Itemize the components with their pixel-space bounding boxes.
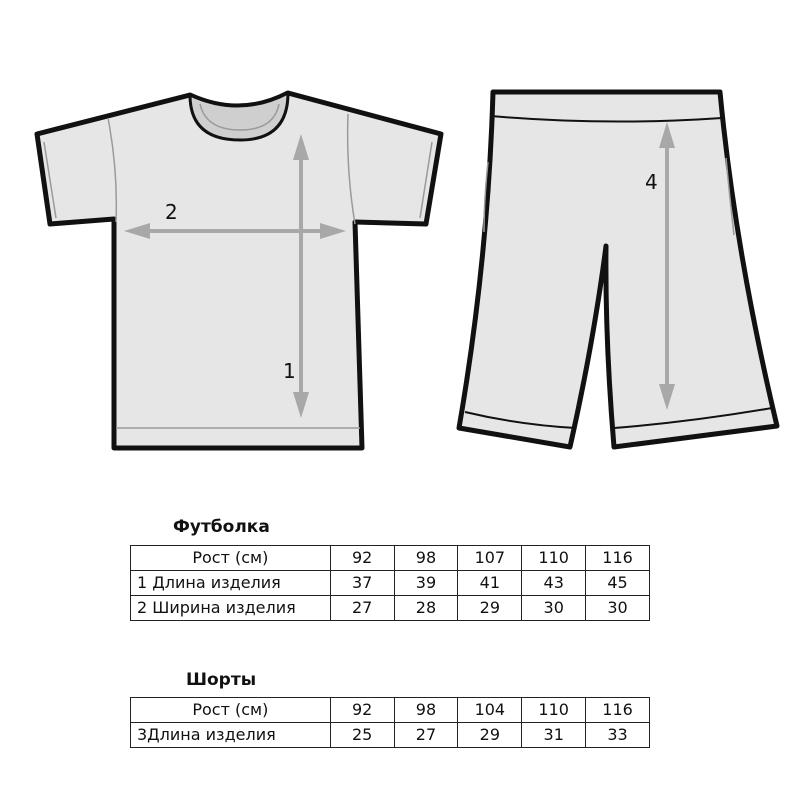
label-measure-4: 4 (645, 170, 658, 194)
row-label: 1 Длина изделия (131, 571, 331, 596)
value-cell: 45 (586, 571, 650, 596)
size-cell: 92 (330, 546, 394, 571)
size-cell: 92 (330, 698, 394, 723)
label-measure-1: 1 (283, 359, 296, 383)
value-cell: 27 (394, 723, 458, 748)
label-measure-2: 2 (165, 200, 178, 224)
table-header-row (131, 698, 650, 723)
row-label: 2 Ширина изделия (131, 596, 331, 621)
size-cell: 107 (458, 546, 522, 571)
shorts-table-title: Шорты (186, 670, 257, 690)
value-cell: 27 (330, 596, 394, 621)
value-cell: 30 (522, 596, 586, 621)
size-cell: 98 (394, 698, 458, 723)
size-cell: 104 (458, 698, 522, 723)
size-cell: 116 (586, 546, 650, 571)
value-cell: 29 (458, 596, 522, 621)
header-label: Рост (см) (131, 546, 331, 571)
tshirt-body (37, 93, 441, 448)
size-cell: 110 (522, 546, 586, 571)
size-cell: 116 (586, 698, 650, 723)
table-header-row (131, 546, 650, 571)
value-cell: 43 (522, 571, 586, 596)
shorts-size-table (130, 697, 650, 748)
shorts-body (459, 92, 777, 447)
tshirt-size-table (130, 545, 650, 621)
value-cell: 41 (458, 571, 522, 596)
shorts-drawing (459, 92, 777, 447)
value-cell: 29 (458, 723, 522, 748)
table-row (131, 596, 650, 621)
table-row (131, 723, 650, 748)
size-cell: 110 (522, 698, 586, 723)
value-cell: 30 (586, 596, 650, 621)
tshirt-table-title: Футболка (173, 517, 270, 537)
size-cell: 98 (394, 546, 458, 571)
value-cell: 37 (330, 571, 394, 596)
value-cell: 25 (330, 723, 394, 748)
value-cell: 39 (394, 571, 458, 596)
table-row (131, 571, 650, 596)
header-label: Рост (см) (131, 698, 331, 723)
value-cell: 31 (522, 723, 586, 748)
value-cell: 33 (586, 723, 650, 748)
tshirt-drawing (37, 93, 441, 448)
value-cell: 28 (394, 596, 458, 621)
row-label: 3Длина изделия (131, 723, 331, 748)
